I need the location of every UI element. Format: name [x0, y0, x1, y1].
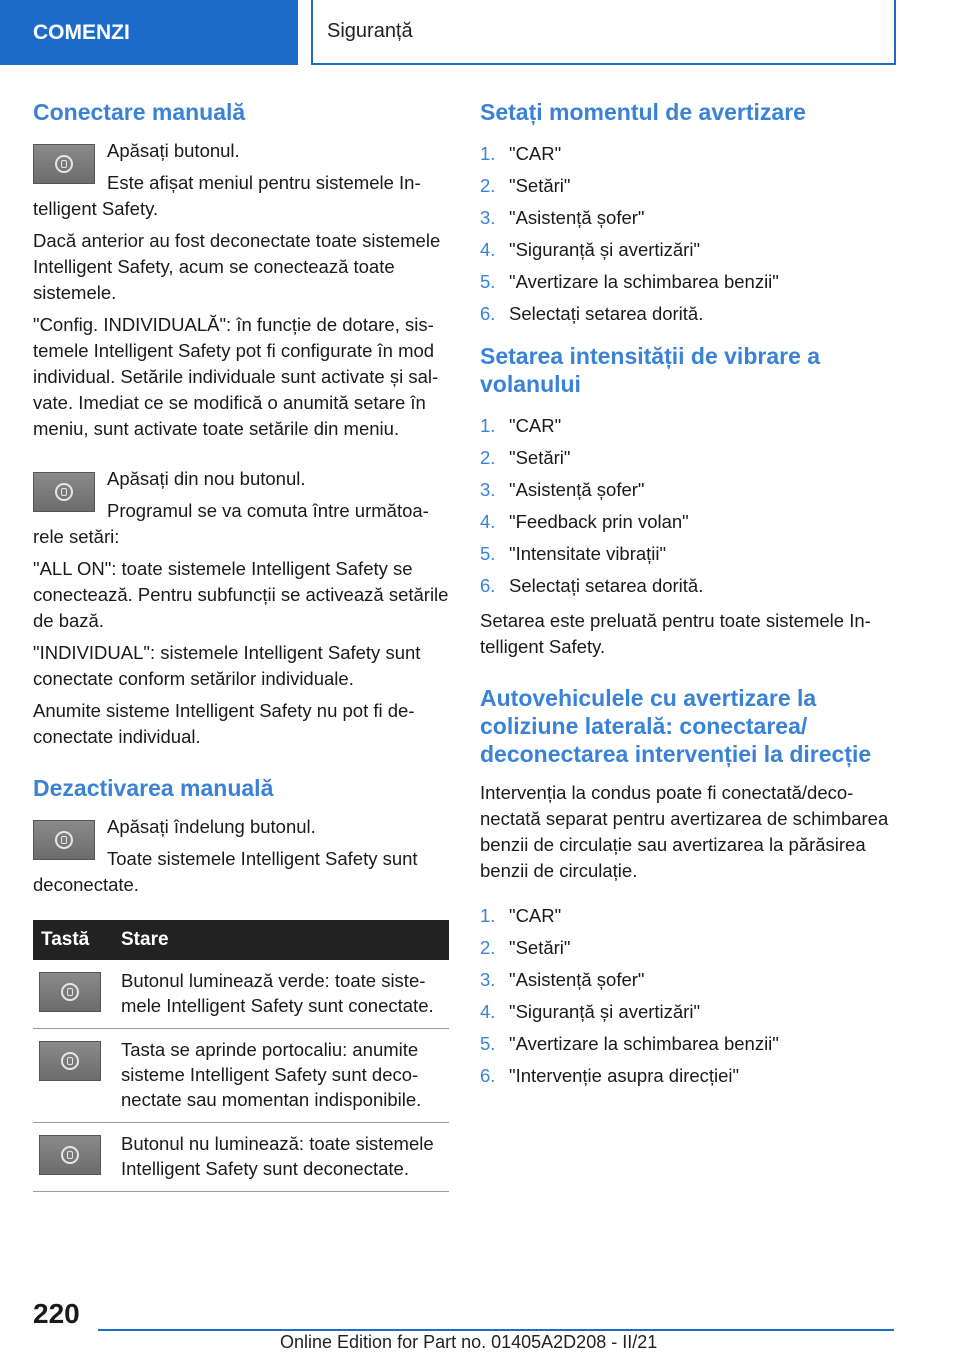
intelligent-safety-button-image [33, 144, 95, 184]
steps-warning-time [480, 138, 896, 330]
safety-icon [61, 1146, 79, 1164]
chapter-title: Siguranță [327, 20, 413, 42]
paragraph: Apăsați îndelung butonul. [107, 816, 316, 837]
section-title: COMENZI [33, 20, 130, 44]
table-row [33, 1029, 449, 1123]
steps-steering [480, 900, 896, 1092]
column-header-key: Tastă [33, 920, 113, 960]
status-table [33, 920, 449, 1192]
left-column [33, 98, 449, 1192]
page-number: 220 [33, 1298, 80, 1329]
button-instruction-3 [33, 814, 449, 904]
intelligent-safety-button-image [33, 820, 95, 860]
heading-vibration: Setarea intensității de vibrare a volanului [480, 343, 821, 397]
list-item: 6. "Intervenție asupra direcției" [480, 1065, 740, 1086]
intelligent-safety-button-image [33, 472, 95, 512]
safety-icon [55, 155, 73, 173]
table-row [33, 960, 449, 1029]
button-instruction-2 [33, 466, 449, 556]
list-item: 6. Selectați setarea dorită. [480, 575, 704, 596]
list-item: 5. "Avertizare la schimbarea benzii" [480, 271, 779, 292]
safety-icon [61, 983, 79, 1001]
list-item: 4. "Siguranță și avertizări" [480, 1001, 701, 1022]
section-tab [0, 0, 298, 65]
list-item: 4. "Siguranță și avertizări" [480, 239, 701, 260]
heading-warning-time: Setați momentul de avertizare [480, 99, 806, 125]
list-item: 2. "Setări" [480, 937, 571, 958]
paragraph: "INDIVIDUAL": sistemele Intelligent Safety sunt conectate conform setărilor individuale. [33, 642, 421, 689]
table-row [33, 1123, 449, 1192]
list-item: 2. "Setări" [480, 175, 571, 196]
heading-manual-off: Dezactivarea manuală [33, 775, 274, 801]
edition-note: Online Edition for Part no. 01405A2D208 - II/21 [280, 1332, 658, 1352]
paragraph: Programul se va comuta între următoarele setări: [33, 500, 429, 547]
table-cell: Butonul luminează verde: toate sistemele Intelligent Safety sunt conectate. [113, 960, 449, 1029]
paragraph: Anumite sisteme Intelligent Safety nu pot fi deconectate individual. [33, 700, 415, 747]
list-item: 5. "Intensitate vibrații" [480, 543, 667, 564]
paragraph: "Config. INDIVIDUALĂ": în funcție de dotare, sistemele Intelligent Safety pot fi configurate în mod individual. Setările individuale sunt activate și salvate. Imediat ce se modifică o anumită setare în meniu, sunt activate toate setările din meniu. [33, 314, 439, 439]
column-header-state: Stare [113, 920, 449, 960]
button-orange-image [39, 1041, 101, 1081]
table-cell: Butonul nu luminează: toate sistemele Intelligent Safety sunt deconectate. [113, 1123, 449, 1192]
safety-icon [55, 483, 73, 501]
paragraph: Intervenția la condus poate fi conectată/deconectată separat pentru avertizarea de schimbarea benzii de circulație sau avertizarea la părăsirea benzii de circulație. [480, 782, 889, 881]
list-item: 1. "CAR" [480, 143, 562, 164]
list-item: 6. Selectați setarea dorită. [480, 303, 704, 324]
paragraph: "ALL ON": toate sistemele Intelligent Safety se conectează. Pentru subfuncții se activează setările de bază. [33, 558, 449, 631]
paragraph: Apăsați din nou butonul. [107, 468, 306, 489]
list-item: 2. "Setări" [480, 447, 571, 468]
button-instruction-1 [33, 138, 449, 228]
paragraph: Dacă anterior au fost deconectate toate sistemele Intelligent Safety, acum se conectează toate sistemele. [33, 230, 441, 303]
right-column [480, 98, 896, 1098]
safety-icon [55, 831, 73, 849]
chapter-tab [311, 0, 896, 65]
paragraph: Toate sistemele Intelligent Safety sunt deconectate. [33, 848, 418, 895]
button-off-image [39, 1135, 101, 1175]
list-item: 5. "Avertizare la schimbarea benzii" [480, 1033, 779, 1054]
list-item: 1. "CAR" [480, 415, 562, 436]
list-item: 1. "CAR" [480, 905, 562, 926]
list-item: 3. "Asistență șofer" [480, 479, 645, 500]
paragraph: Setarea este preluată pentru toate sistemele Intelligent Safety. [480, 610, 871, 657]
list-item: 4. "Feedback prin volan" [480, 511, 689, 532]
list-item: 3. "Asistență șofer" [480, 969, 645, 990]
heading-manual-on: Conectare manuală [33, 99, 246, 125]
steps-vibration [480, 410, 896, 602]
paragraph: Apăsați butonul. [107, 140, 240, 161]
button-green-image [39, 972, 101, 1012]
safety-icon [61, 1052, 79, 1070]
table-cell: Tasta se aprinde portocaliu: anumite sisteme Intelligent Safety sunt deconectate sau momentan indisponibile. [113, 1029, 449, 1123]
list-item: 3. "Asistență șofer" [480, 207, 645, 228]
heading-lateral-collision: Autovehiculele cu avertizare la coliziune laterală: conectarea/ deconectarea intervenției la direcție [480, 685, 872, 767]
footer-divider [98, 1329, 894, 1331]
paragraph: Este afișat meniul pentru sistemele Intelligent Safety. [33, 172, 421, 219]
